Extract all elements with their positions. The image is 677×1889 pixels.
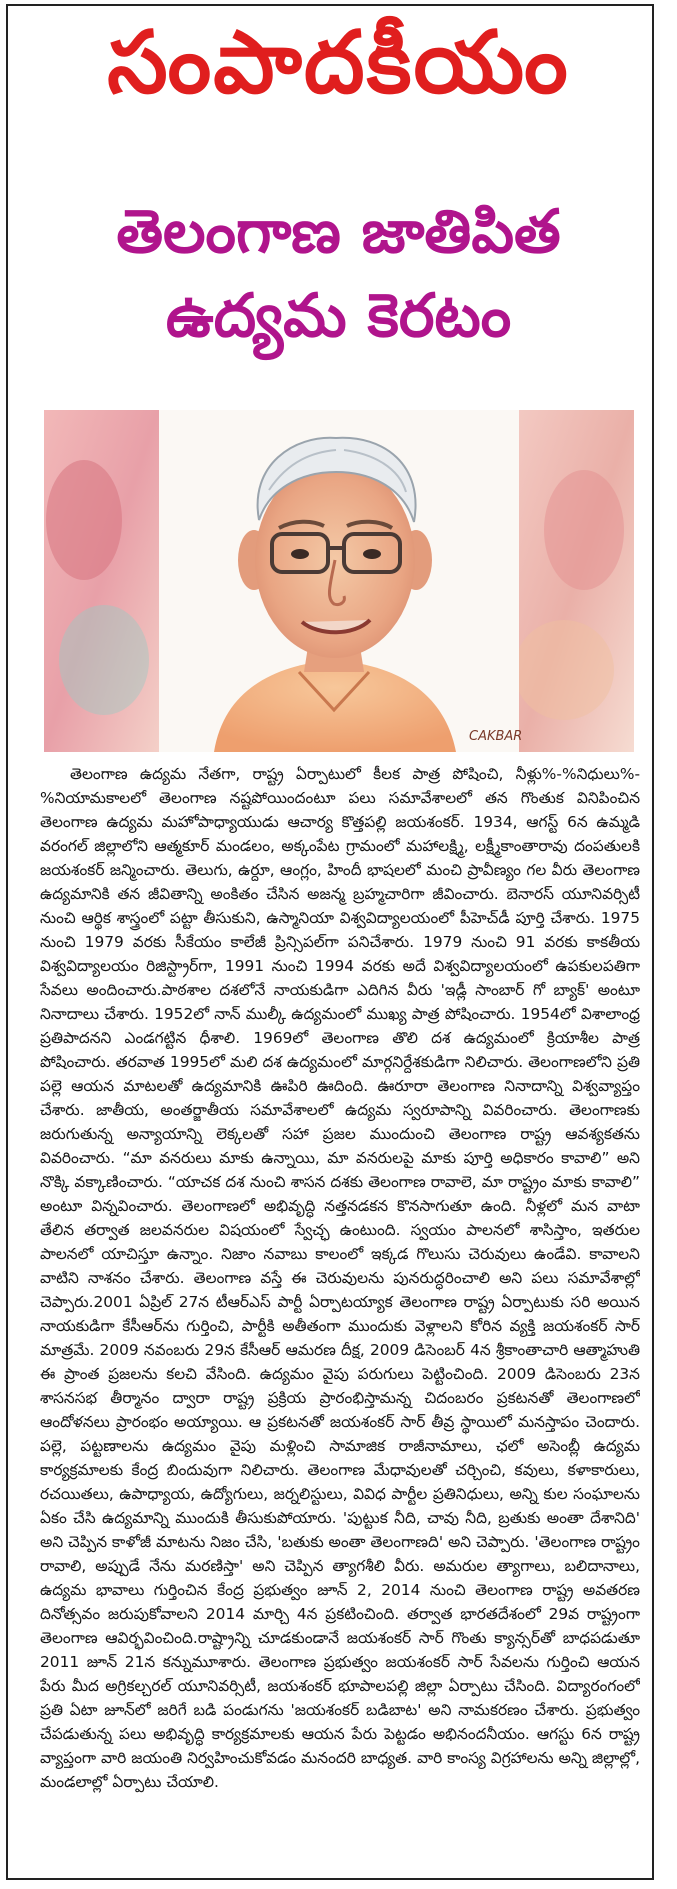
masthead-title: సంపాదకీయం <box>107 13 570 113</box>
headline-line-1: తెలంగాణ జాతిపిత <box>116 197 561 267</box>
portrait-illustration <box>44 410 634 752</box>
artist-signature: CAKBAR <box>469 729 523 744</box>
article-body: తెలంగాణ ఉద్యమ నేతగా, రాష్ట్ర ఏర్పాటులో కీలక పాత్ర పోషించి, నీళ్లు%-%నిధులు%-%నియామకాలలో తెలంగాణ నష్టపోయిందంటూ పలు సమావేశాలలో తన గొంతుక వినిపించిన తెలంగాణ ఉద్యమ మహోపాధ్యాయుడు ఆచార్య కొత్తపల్లి జయశంకర్. 1934, ఆగస్ట్ 6న ఉమ్మడి వరంగల్ జిల్లాలోని ఆత్మకూర్ మండలం, అక్కంపేట గ్రామంలో మహాలక్ష్మి, లక్ష్మీకాంతారావు దంపతులకి జయశంకర్ జన్మించారు. తెలుగు, ఉర్దూ, ఆంగ్లం, హిందీ భాషలలో మంచి ప్రావీణ్యం గల వీరు తెలంగాణ ఉద్యమానికి తన జీవితాన్ని అంకితం చేసిన అజన్మ బ్రహ్మచారిగా జీవించారు. బెనారస్ యూనివర్సిటీ నుంచి ఆర్థిక శాస్త్రంలో పట్టా తీసుకుని, ఉస్మానియా విశ్వవిద్యాలయంలో పీహెచ్‌డీ పూర్తి చేశారు. 1975 నుంచి 1979 వరకు సీకేయం కాలేజీ ప్రిన్సిపల్‌గా పనిచేశారు. 1979 నుంచి 91 వరకు కాకతీయ విశ్వవిద్యాలయం రిజిస్ట్రార్‌గా, 1991 నుంచి 1994 వరకు అదే విశ్వవిద్యాలయంలో ఉపకులపతిగా సేవలు అందించారు.పాఠశాల దశలోనే నాయకుడిగా ఎదిగిన వీరు 'ఇడ్లీ సాంబార్ గో బ్యాక్' అంటూ నినాదాలు చేశారు. 1952లో నాన్ ముల్కీ ఉద్యమంలో ముఖ్య పాత్ర పోషించారు. 1954లో విశాలాంధ్ర ప్రతిపాదనని ఎండగట్టిన ధీశాలి. 1969లో తెలంగాణ తొలి దశ ఉద్యమంలో క్రియాశీల పాత్ర పోషించారు. తరవాత 1995లో మలి దశ ఉద్యమంలో మార్గనిర్దేశకుడిగా నిలిచారు. తెలంగాణలోని ప్రతి పల్లె ఆయన మాటలతో ఉద్యమానికి ఊపిరి ఊదింది. ఊరూరా తెలంగాణ నినాదాన్ని విశ్వవ్యాప్తం చేశారు. జాతీయ, అంతర్జాతీయ సమావేశాలలో ఉద్యమ స్వరూపాన్ని వివరించారు. తెలంగాణకు జరుగుతున్న అన్యాయాన్ని లెక్కలతో సహా ప్రజల ముందుంచి తెలంగాణ రాష్ట్ర ఆవశ్యకతను వివరించారు. “మా వనరులు మాకు ఉన్నాయి, మా వనరులపై మాకు పూర్తి అధికారం కావాలి” అని నొక్కి వక్కాణించారు. “యాచక దశ నుంచి శాసన దశకు తెలంగాణ రావాలె, మా రాష్ట్రం మాకు కావాలి” అంటూ విన్నవించారు. తెలంగాణలో అభివృద్ధి నత్తనడకన కొనసాగుతూ ఉంది. నీళ్లలో మన వాటా తేలిన తర్వాత జలవనరుల విషయంలో స్వేచ్ఛ ఉంటుంది. స్వయం పాలనలో శాసిస్తాం, ఇతరుల పాలనలో యాచిస్తూ ఉన్నాం. నిజాం నవాబు కాలంలో ఇక్కడ గొలుసు చెరువులు ఉండేవి. కావాలని వాటిని నాశనం చేశారు. తెలంగాణ వస్తే ఈ చెరువులను పునరుద్ధరించాలి అని పలు సమావేశాల్లో చెప్పారు.2001 ఏప్రిల్ 27న టీఆర్ఎస్ పార్టీ ఏర్పాటయ్యాక తెలంగాణ రాష్ట్ర ఏర్పాటుకు సరి అయిన నాయకుడిగా కేసీఆర్‌ను గుర్తించి, పార్టీకి అతీతంగా ముందుకు వెళ్లాలని కోరిన వ్యక్తి జయశంకర్ సార్ మాత్రమే. 2009 నవంబరు 29న కేసీఆర్ ఆమరణ దీక్ష, 2009 డిసెంబర్ 4న శ్రీకాంతాచారి ఆత్మాహుతి ఈ ప్రాంత ప్రజలను కలచి వేసింది. ఉద్యమం వైపు పరుగులు పెట్టించింది. 2009 డిసెంబరు 23న శాసనసభ తీర్మానం ద్వారా రాష్ట్ర ప్రక్రియ ప్రారంభిస్తామన్న చిదంబరం ప్రకటనతో తెలంగాణలో ఆందోళనలు ప్రారంభం అయ్యాయి. ఆ ప్రకటనతో జయశంకర్ సార్ తీవ్ర స్థాయిలో మనస్తాపం చెందారు. పల్లె, పట్టణాలను ఉద్యమం వైపు మళ్లించి సామాజిక రాజీనామాలు, ఛలో అసెంబ్లీ ఉద్యమ కార్యక్రమాలకు కేంద్ర బిందువుగా నిలిచారు. తెలంగాణ మేధావులతో చర్చించి, కవులు, కళాకారులు, రచయితలు, ఉపాధ్యాయ, ఉద్యోగులు, జర్నలిస్టులు, వివిధ పార్టీల ప్రతినిధులు, అన్ని కుల సంఘాలను ఏకం చేసి ఉద్యమాన్ని ముందుకి తీసుకుపోయారు. 'పుట్టుక నీది, చావు నీది, బ్రతుకు అంతా దేశానిది' అని చెప్పిన కాళోజీ మాటను నిజం చేసి, 'బతుకు అంతా తెలంగాణది' అని చెప్పారు. 'తెలంగాణ రాష్ట్రం రావాలి, అప్పుడే నేను మరణిస్తా' అని చెప్పిన త్యాగశీలి వీరు. అమరుల త్యాగాలు, బలిదానాలు, ఉద్యమ భావాలు గుర్తించిన కేంద్ర ప్రభుత్వం జూన్ 2, 2014 నుంచి తెలంగాణ రాష్ట్ర అవతరణ దినోత్సవం జరుపుకోవాలని 2014 మార్చి 4న ప్రకటించింది. తర్వాత భారతదేశంలో 29వ రాష్ట్రంగా తెలంగాణ ఆవిర్భవించింది.రాష్ట్రాన్ని చూడకుండానే జయశంకర్ సార్ గొంతు క్యాన్సర్‌తో బాధపడుతూ 2011 జూన్ 21న కన్నుమూశారు. తెలంగాణ ప్రభుత్వం జయశంకర్ సార్ సేవలను గుర్తించి ఆయన పేరు మీద అగ్రికల్చరల్ యూనివర్సిటీ, జయశంకర్ భూపాలపల్లి జిల్లా ఏర్పాటు చేసింది. విద్యారంగంలో ప్రతి ఏటా జూన్‌లో జరిగే బడి పండుగను 'జయశంకర్ బడిబాట' అని నామకరణం చేశారు. ప్రభుత్వం చేపడుతున్న పలు అభివృద్ధి కార్యక్రమాలకు ఆయన పేరు పెట్టడం అభినందనీయం. ఆగస్టు 6న రాష్ట్ర వ్యాప్తంగా వారి జయంతి నిర్వహించుకోవడం మనందరి బాధ్యత. వారి కాంస్య విగ్రహాలను అన్ని జిల్లాల్లో, మండలాల్లో ఏర్పాటు చేయాలి. <box>40 765 640 1791</box>
headline-line-2: ఉద్యమ కెరటం <box>165 281 512 351</box>
portrait-svg <box>44 410 634 752</box>
headline <box>0 190 677 358</box>
